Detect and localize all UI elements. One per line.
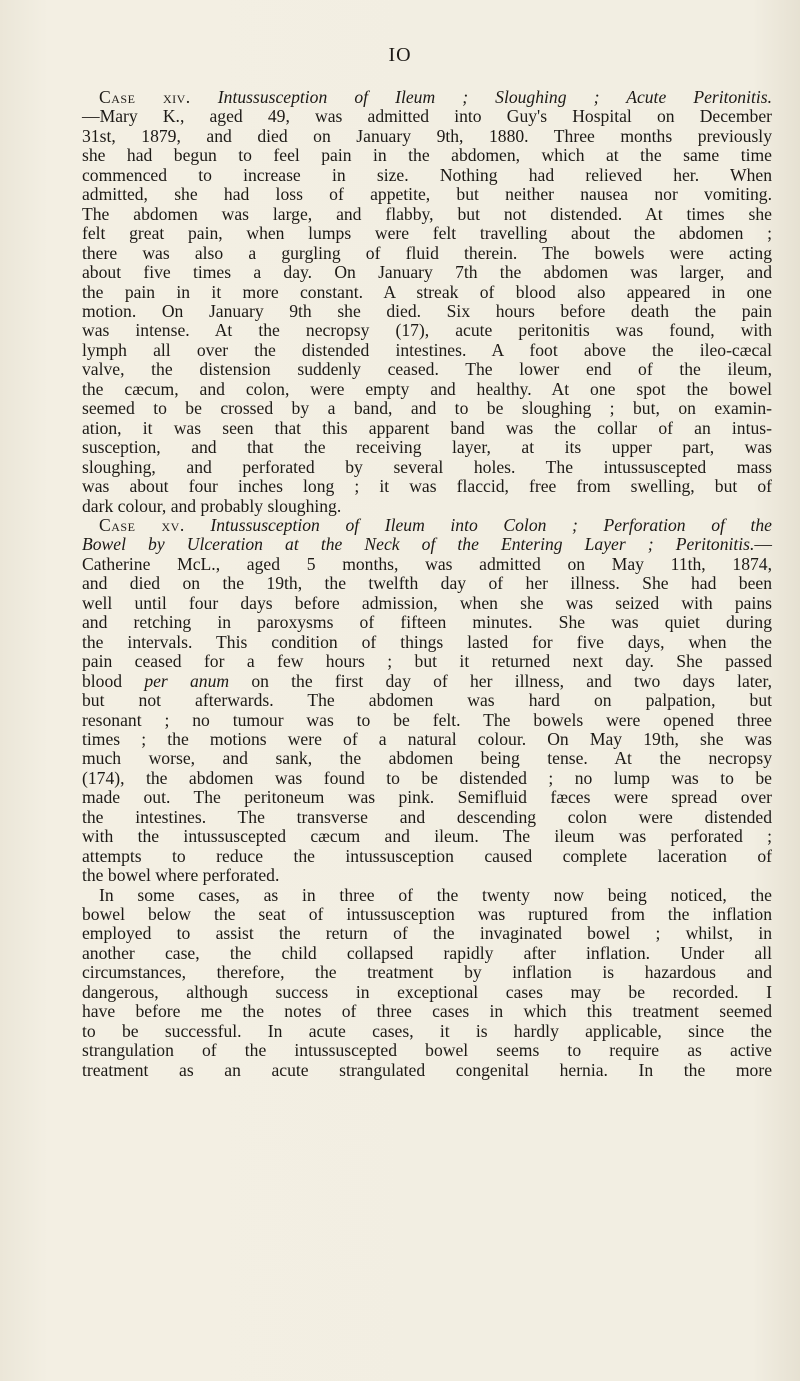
text-run: sloughing, and perforated by several holes. The intussuscepted mass xyxy=(82,456,772,477)
text-line xyxy=(82,477,772,496)
text-line xyxy=(82,321,772,340)
text-line xyxy=(82,983,772,1002)
text-line xyxy=(82,341,772,360)
text-line xyxy=(82,963,772,982)
text-run: blood xyxy=(82,670,145,691)
text-run: circumstances, therefore, the treatment by inflation is hazardous and xyxy=(82,962,772,983)
text-line xyxy=(82,380,772,399)
text-run: have before me the notes of three cases in which this treatment seemed xyxy=(82,1001,772,1022)
text-run: susception, and that the receiving layer, at its upper part, was xyxy=(82,437,772,458)
text-run: Catherine McL., aged 5 months, was admitted on May 11th, 1874, xyxy=(82,553,772,574)
text-run: 31st, 1879, and died on January 9th, 1880. Three months previously xyxy=(82,125,772,146)
text-run: much worse, and sank, the abdomen being tense. At the necropsy xyxy=(82,748,772,769)
text-line xyxy=(82,613,772,632)
text-line xyxy=(82,788,772,807)
text-run: the pain in it more constant. A streak of blood also appeared in one xyxy=(82,281,772,302)
text-run: and died on the 19th, the twelfth day of her illness. She had been xyxy=(82,573,772,594)
text-line xyxy=(82,808,772,827)
italic-text: per anum xyxy=(144,670,230,691)
text-line xyxy=(82,205,772,224)
text-run xyxy=(185,515,211,535)
text-line xyxy=(82,263,772,282)
text-line xyxy=(82,1022,772,1041)
text-line xyxy=(82,574,772,593)
text-line xyxy=(82,555,772,574)
text-run: motion. On January 9th she died. Six hours before death the pain xyxy=(82,300,772,321)
text-line xyxy=(82,730,772,749)
text-line xyxy=(82,127,772,146)
text-line xyxy=(82,302,772,321)
text-run: commenced to increase in size. Nothing had relieved her. When xyxy=(82,164,772,185)
text-run: dark colour, and probably sloughing. xyxy=(82,495,342,516)
text-line xyxy=(82,244,772,263)
text-line xyxy=(82,866,772,885)
text-line xyxy=(82,497,772,516)
text-run: admitted, she had loss of appetite, but neither nausea nor vomiting. xyxy=(82,184,772,205)
text-run: was about four inches long ; it was flaccid, free from swelling, but of xyxy=(82,476,772,497)
text-line xyxy=(82,1041,772,1060)
text-line xyxy=(82,88,772,107)
text-line xyxy=(82,107,772,126)
text-run: and retching in paroxysms of fifteen minutes. She was quiet during xyxy=(82,612,772,633)
body-text xyxy=(82,88,772,1080)
text-line xyxy=(82,847,772,866)
text-run: there was also a gurgling of fluid therein. The bowels were acting xyxy=(82,242,772,263)
text-line xyxy=(82,944,772,963)
text-run: lymph all over the distended intestines. A foot above the ileo-cæcal xyxy=(82,339,772,360)
italic-text: Bowel by Ulceration at the Neck of the Entering Layer ; Peritonitis. xyxy=(82,534,755,555)
text-line xyxy=(82,633,772,652)
text-run: attempts to reduce the intussusception caused complete laceration of xyxy=(82,845,772,866)
text-line xyxy=(82,1002,772,1021)
text-line xyxy=(82,749,772,768)
text-run: ation, it was seen that this apparent band was the collar of an intus- xyxy=(82,417,772,438)
text-run: dangerous, although success in exceptional cases may be recorded. I xyxy=(82,981,772,1002)
text-run: made out. The peritoneum was pink. Semifluid fæces were spread over xyxy=(82,787,772,808)
text-run: about five times a day. On January 7th the abdomen was larger, and xyxy=(82,262,772,283)
text-run: (174), the abdomen was found to be distended ; no lump was to be xyxy=(82,767,772,788)
text-run: the intestines. The transverse and descending colon were distended xyxy=(82,806,772,827)
text-run: valve, the distension suddenly ceased. The lower end of the ileum, xyxy=(82,359,772,380)
text-run: felt great pain, when lumps were felt travelling about the abdomen ; xyxy=(82,223,772,244)
text-line xyxy=(82,535,772,554)
text-line xyxy=(82,691,772,710)
text-run: she had begun to feel pain in the abdomen, which at the same time xyxy=(82,145,772,166)
text-run: strangulation of the intussuscepted bowel seems to require as active xyxy=(82,1040,772,1061)
italic-text: Intussusception of Ileum ; Sloughing ; Acute Peritonitis. xyxy=(217,87,773,107)
text-run: seemed to be crossed by a band, and to be sloughing ; but, on examin- xyxy=(82,398,772,419)
text-line xyxy=(82,652,772,671)
italic-text: Intussusception of Ileum into Colon ; Perforation of the xyxy=(210,514,772,535)
text-run: bowel below the seat of intussusception was ruptured from the inflation xyxy=(82,904,772,925)
text-line xyxy=(82,458,772,477)
text-line xyxy=(82,185,772,204)
text-run: times ; the motions were of a natural colour. On May 19th, she was xyxy=(82,728,772,749)
text-run: the cæcum, and colon, were empty and healthy. At one spot the bowel xyxy=(82,378,772,399)
text-run: with the intussuscepted cæcum and ileum. The ileum was perforated ; xyxy=(82,826,772,847)
text-line xyxy=(82,769,772,788)
text-run: but not afterwards. The abdomen was hard on palpation, but xyxy=(82,690,772,711)
text-run: —Mary K., aged 49, was admitted into Guy's Hospital on December xyxy=(82,106,772,127)
text-line xyxy=(82,360,772,379)
case-label: Case xv. xyxy=(99,514,185,535)
case-label: Case xiv. xyxy=(99,87,191,107)
text-line xyxy=(82,1061,772,1080)
text-line xyxy=(82,419,772,438)
text-run: — xyxy=(754,534,772,555)
page-number: IO xyxy=(388,44,412,66)
text-line xyxy=(82,146,772,165)
text-run: on the first day of her illness, and two days later, xyxy=(229,670,772,691)
text-run: to be successful. In acute cases, it is hardly applicable, since the xyxy=(82,1020,772,1041)
text-run: was intense. At the necropsy (17), acute peritonitis was found, with xyxy=(82,320,772,341)
text-line xyxy=(82,516,772,535)
text-line xyxy=(82,711,772,730)
text-line xyxy=(82,827,772,846)
text-line xyxy=(82,905,772,924)
text-line xyxy=(82,399,772,418)
text-run: the bowel where perforated. xyxy=(82,865,280,886)
text-line xyxy=(82,594,772,613)
text-line xyxy=(82,672,772,691)
text-line xyxy=(82,924,772,943)
text-run xyxy=(191,87,218,107)
text-run: the intervals. This condition of things lasted for five days, when the xyxy=(82,631,772,652)
text-run: employed to assist the return of the invaginated bowel ; whilst, in xyxy=(82,923,772,944)
text-run: resonant ; no tumour was to be felt. The bowels were opened three xyxy=(82,709,772,730)
text-line xyxy=(82,438,772,457)
text-run: another case, the child collapsed rapidly after inflation. Under all xyxy=(82,942,772,963)
text-line xyxy=(82,886,772,905)
text-line xyxy=(82,283,772,302)
text-run: treatment as an acute strangulated congenital hernia. In the more xyxy=(82,1059,772,1080)
text-run: well until four days before admission, when she was seized with pains xyxy=(82,592,772,613)
text-run: The abdomen was large, and flabby, but not distended. At times she xyxy=(82,203,772,224)
text-line xyxy=(82,166,772,185)
text-run: In some cases, as in three of the twenty now being noticed, the xyxy=(99,884,772,905)
text-run: pain ceased for a few hours ; but it returned next day. She passed xyxy=(82,651,772,672)
text-line xyxy=(82,224,772,243)
